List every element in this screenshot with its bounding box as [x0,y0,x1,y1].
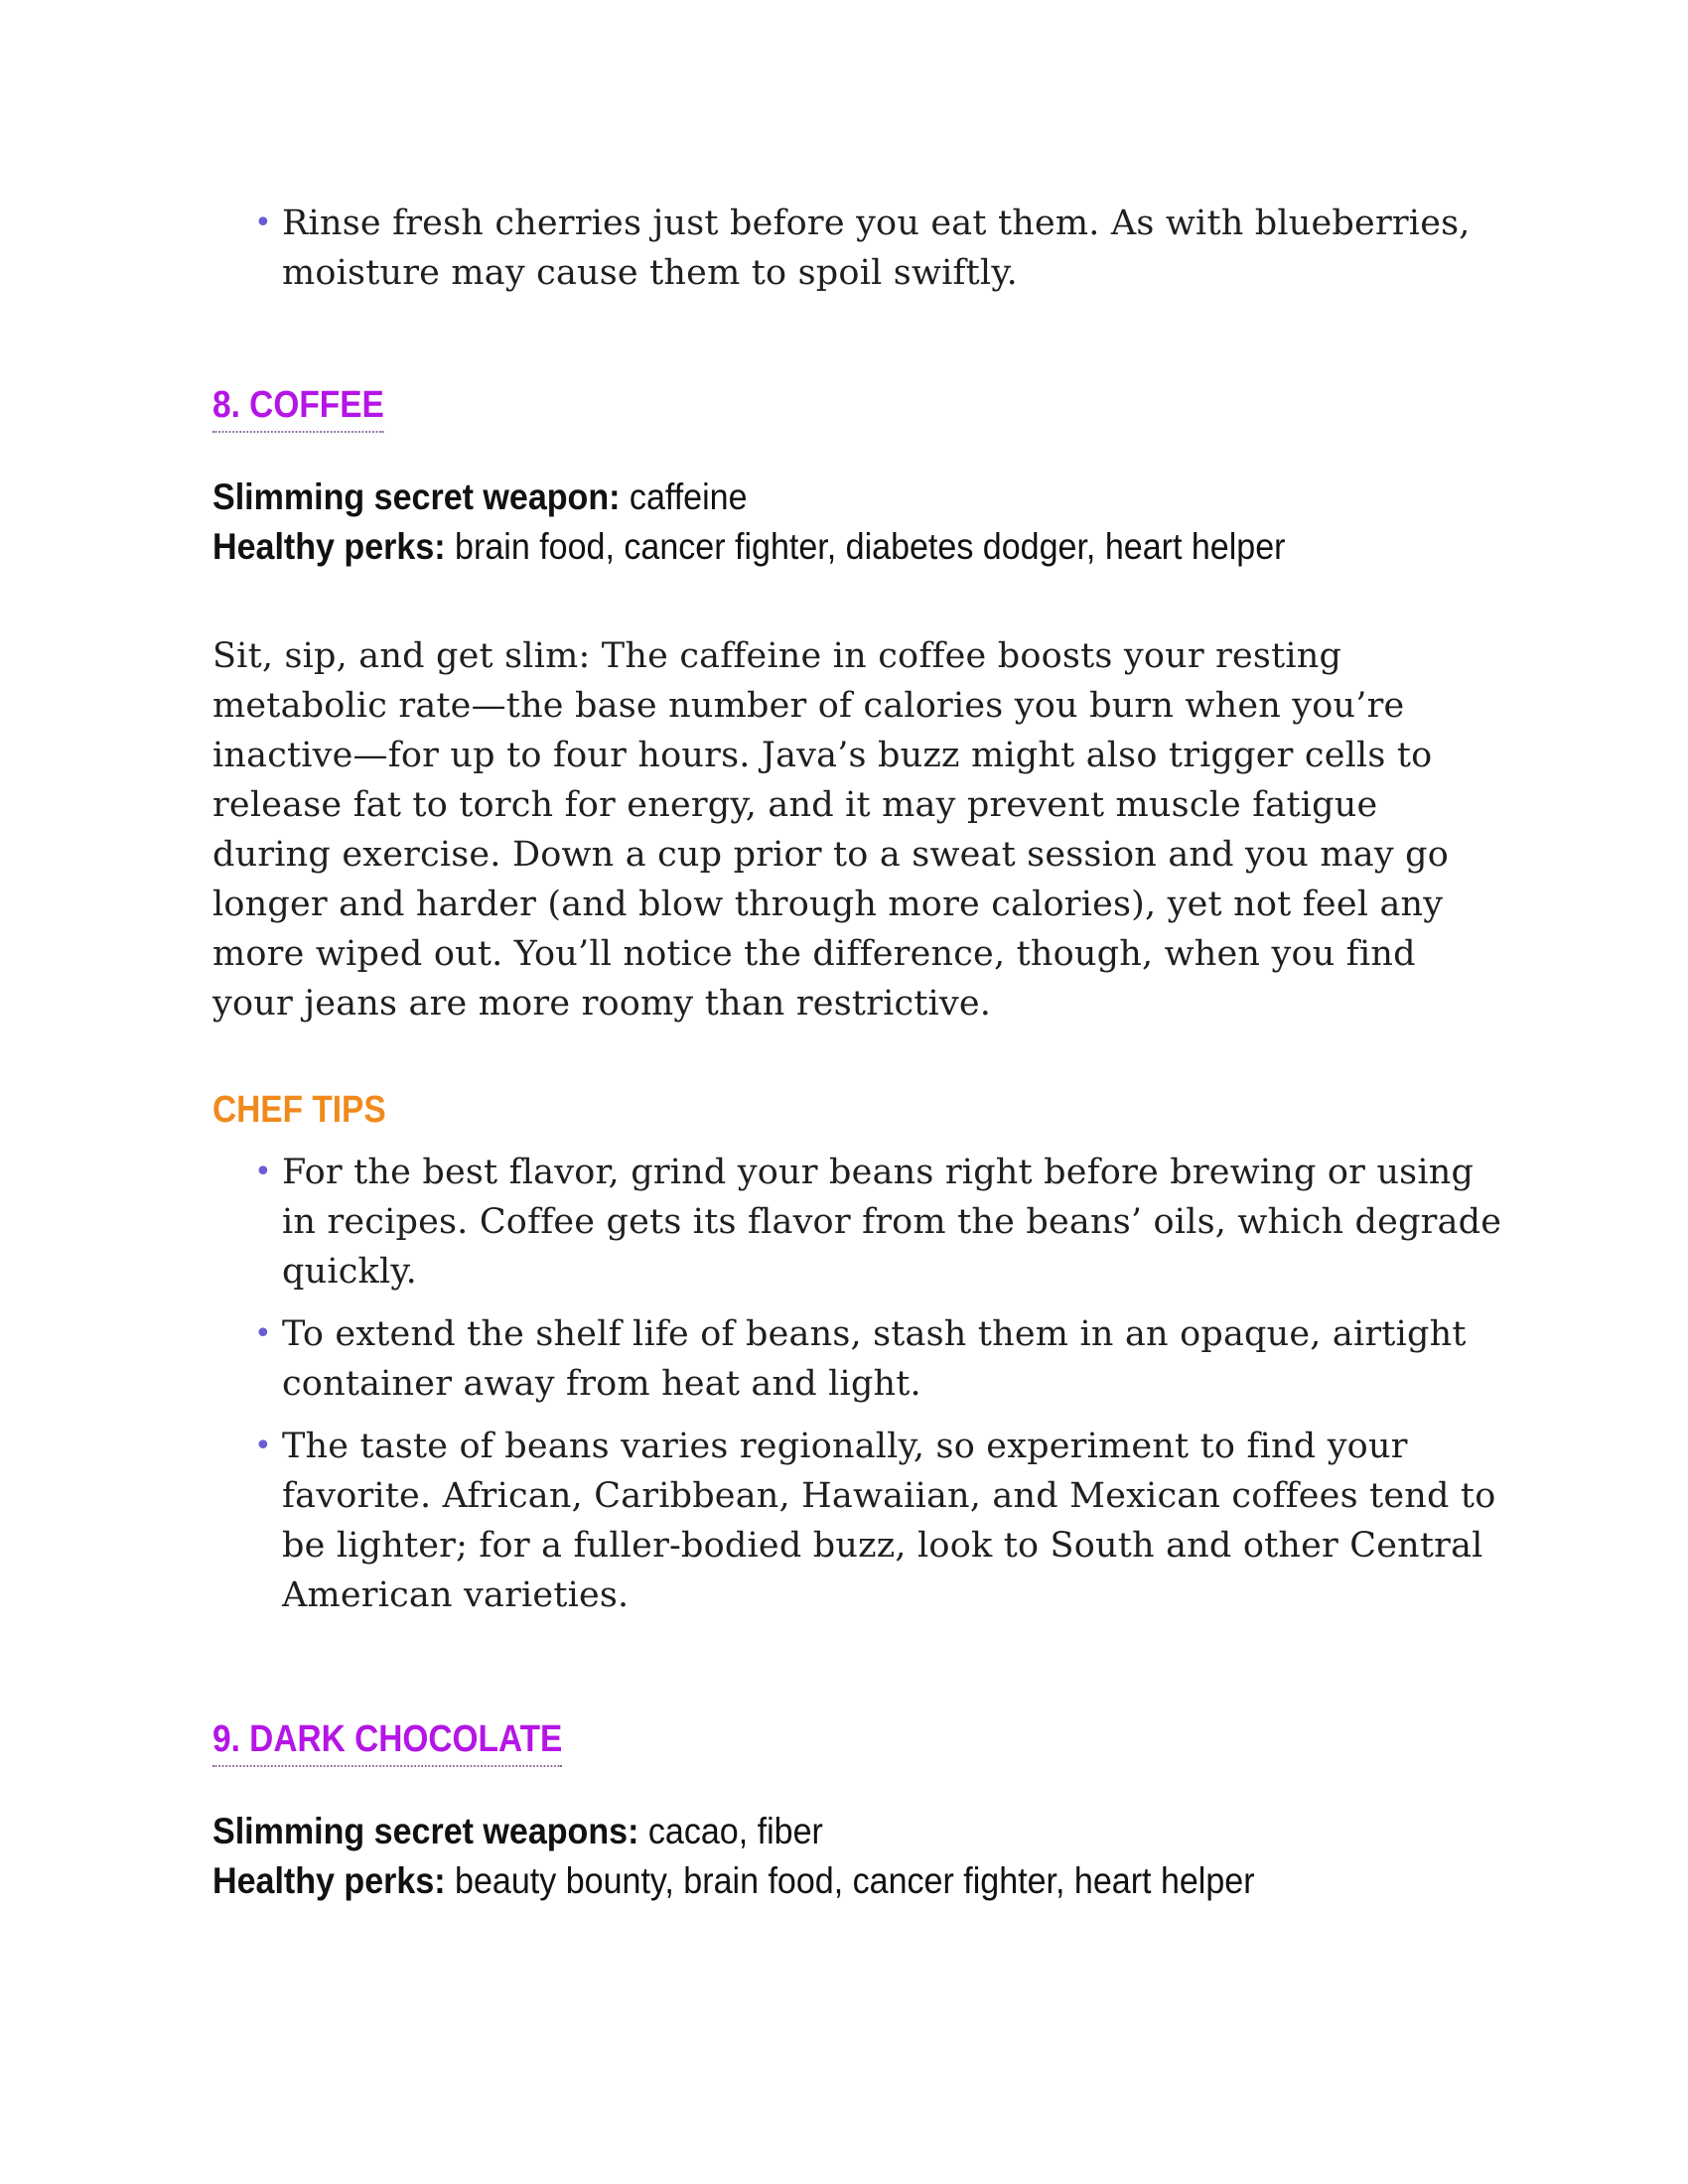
list-item [254,1148,1513,1297]
list-item [254,1422,1513,1620]
weapon-value: caffeine [620,477,748,517]
list-item [254,1309,1513,1409]
section-title-coffee: 8. COFFEE [212,383,384,433]
perks-value: beauty bounty, brain food, cancer fighter, heart helper [445,1860,1255,1901]
bullet-text: For the best flavor, grind your beans right before brewing or using in recipes. Coffee gets its flavor from the beans’ oils, which degrade quickly. [282,1153,1502,1292]
bullet-icon: • [254,1155,272,1189]
weapon-value: cacao, fiber [638,1811,823,1851]
cherries-tips-list [254,199,1513,298]
coffee-paragraph: Sit, sip, and get slim: The caffeine in coffee boosts your resting metabolic rate—the base number of calories you burn when you’re inactive—for up to four hours. Java’s buzz might also trigger cells to release fat to torch for energy, and it may prevent muscle fatigue during exercise. Down a cup prior to a sweat session and you may go longer and harder (and blow through more calories), yet not feel any more wiped out. You’ll notice the difference, though, when you find your jeans are more roomy than restrictive. [212,636,1449,1024]
perks-value: brain food, cancer fighter, diabetes dodger, heart helper [445,526,1286,567]
bullet-text: The taste of beans varies regionally, so experiment to find your favorite. African, Caribbean, Hawaiian, and Mexican coffees tend to be lighter; for a fuller-bodied buzz, look to South and other Central American varieties. [282,1427,1496,1615]
chef-tips-list [254,1148,1513,1620]
coffee-weapon-line [212,473,748,522]
bullet-text: To extend the shelf life of beans, stash them in an opaque, airtight container away from heat and light. [282,1314,1467,1404]
chef-tips-title: CHEF TIPS [212,1089,386,1131]
weapon-label: Slimming secret weapon: [212,477,621,517]
bullet-icon: • [254,1429,272,1463]
coffee-perks-line [212,522,1286,572]
perks-label: Healthy perks: [212,1860,446,1901]
chocolate-weapon-line [212,1807,823,1856]
weapon-label: Slimming secret weapons: [212,1811,639,1851]
perks-label: Healthy perks: [212,526,446,567]
bullet-icon: • [254,205,272,240]
bullet-icon: • [254,1316,272,1351]
list-item [254,199,1513,298]
section-title-dark-chocolate: 9. DARK CHOCOLATE [212,1717,562,1767]
bullet-text: Rinse fresh cherries just before you eat them. As with blueberries, moisture may cause them to spoil swiftly. [282,204,1471,293]
chocolate-perks-line [212,1856,1255,1906]
